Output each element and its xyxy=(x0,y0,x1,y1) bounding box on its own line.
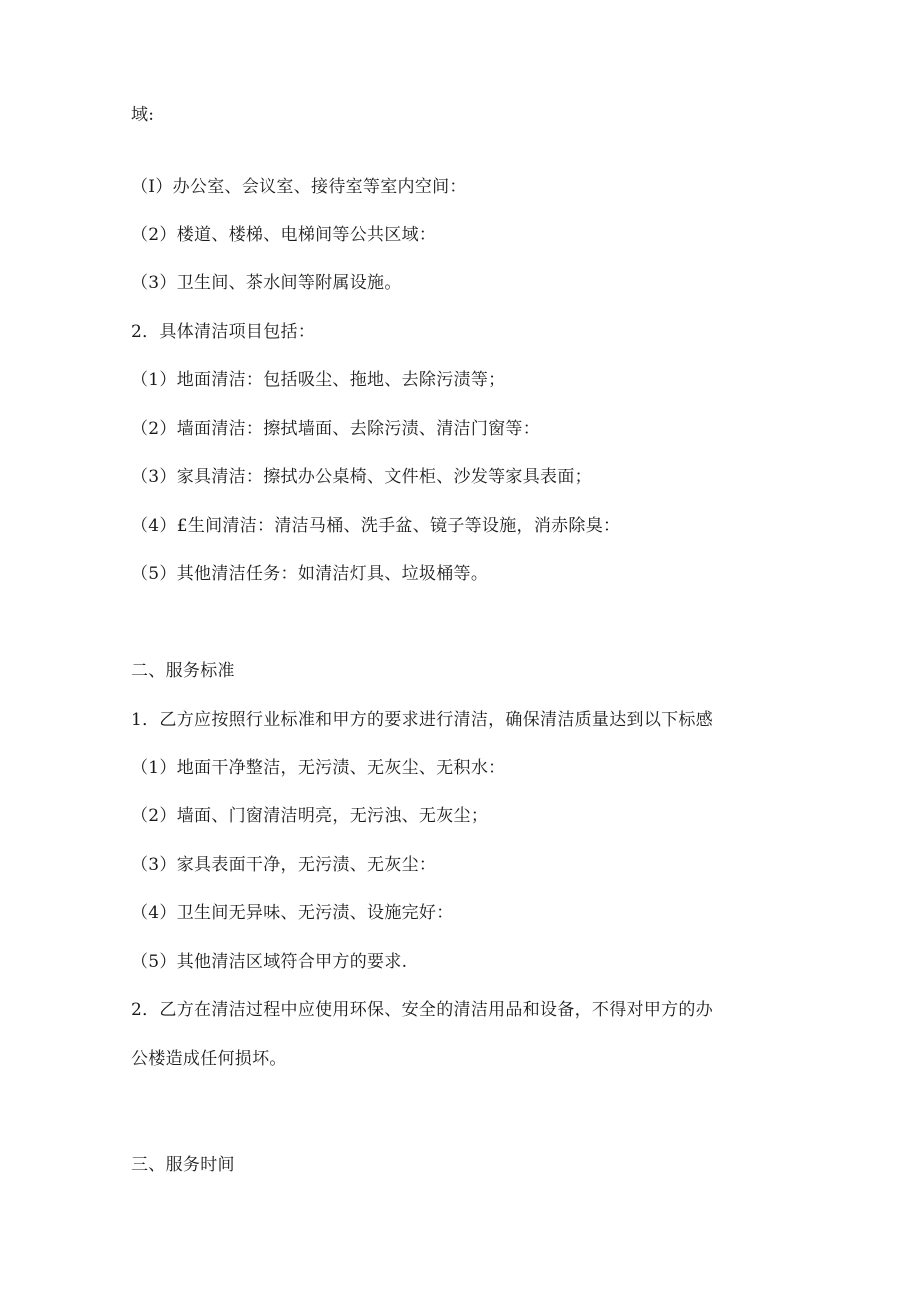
text-line-area-corridor: （2）楼道、楼梯、电梯间等公共区域： xyxy=(131,225,437,245)
section-heading-service-standard: 二、服务标准 xyxy=(131,661,235,681)
text-line-region-continuation: 域: xyxy=(131,105,155,125)
text-line-standard-restroom: （4）卫生间无异味、无污渍、设施完好： xyxy=(131,903,454,923)
section-heading-service-time: 三、服务时间 xyxy=(131,1155,235,1175)
text-line-standard-other: （5）其他清洁区域符合甲方的要求. xyxy=(131,952,408,972)
text-line-furniture-cleaning: （3）家具清洁：擦拭办公桌椅、文件柜、沙发等家具表面； xyxy=(131,467,592,487)
text-line-other-tasks: （5）其他清洁任务：如清洁灯具、垃圾桶等。 xyxy=(131,564,489,584)
text-line-standard-floor: （1）地面干净整洁，无污渍、无灰尘、无积水： xyxy=(131,758,506,778)
text-line-floor-cleaning: （1）地面清洁：包括吸尘、拖地、去除污渍等； xyxy=(131,370,506,390)
text-line-standard-furniture: （3）家具表面干净，无污渍、无灰尘： xyxy=(131,855,437,875)
text-line-area-office: （I）办公室、会议室、接待室等室内空间： xyxy=(131,177,467,197)
text-line-restroom-cleaning: （4）£生间清洁：清洁马桶、洗手盆、镜子等设施，消赤除臭： xyxy=(131,516,621,536)
text-line-supplies-requirement-cont: 公楼造成任何损坏。 xyxy=(131,1049,287,1069)
text-line-standard-intro: 1．乙方应按照行业标准和甲方的要求进行清洁，确保清洁质量达到以下标感 xyxy=(131,710,714,730)
text-line-standard-wall: （2）墙面、门窗清洁明亮，无污浊、无灰尘； xyxy=(131,806,489,826)
text-line-area-restroom: （3）卫生间、茶水间等附属设施。 xyxy=(131,273,402,293)
text-line-cleaning-items-heading: 2．具体清洁项目包括： xyxy=(131,322,316,342)
text-line-wall-cleaning: （2）墙面清洁：擦拭墙面、去除污渍、清洁门窗等： xyxy=(131,419,541,439)
text-line-supplies-requirement: 2．乙方在清洁过程中应使用环保、安全的清洁用品和设备，不得对甲方的办 xyxy=(131,1000,714,1020)
